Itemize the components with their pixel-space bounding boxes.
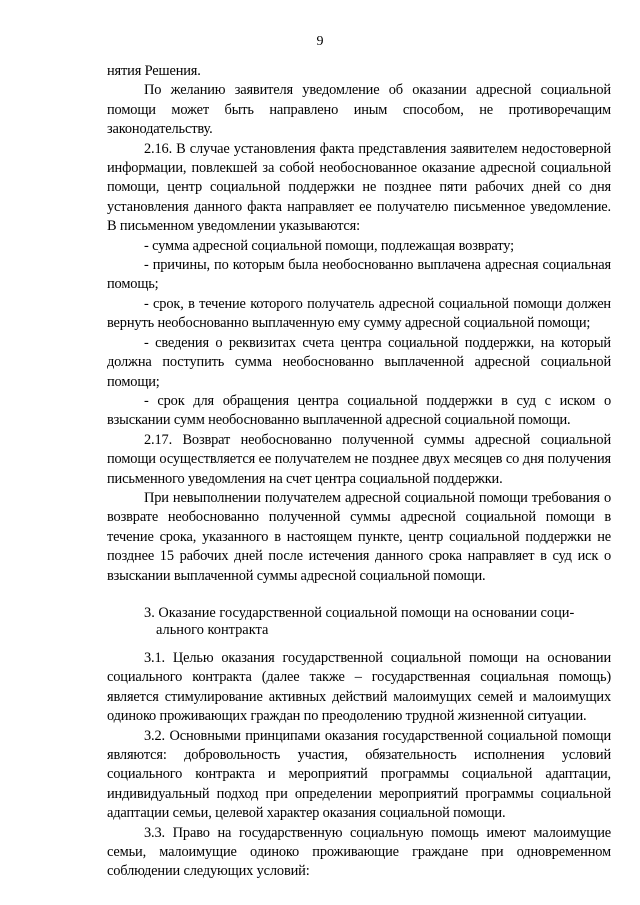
- list-item: - сумма адресной социальной помощи, подлежащая возврату;: [144, 237, 514, 254]
- paragraph: 3.1. Целью оказания государственной социальной помощи на основании социального контракта (далее также – государственная социальная помощь) является стимулирование активных действий малоимущих семей и малоимущих одиноко проживающих граждан по преодолению трудной жизненной ситуации.: [107, 649, 611, 725]
- paragraph: 2.17. Возврат необоснованно полученной суммы адресной социальной помощи осуществляется ее получателем не позднее двух месяцев со дня получения письменного уведомления на счет центра социальной поддержки.: [107, 431, 611, 487]
- section-heading: [107, 605, 611, 639]
- list-item: - срок, в течение которого получатель адресной социальной помощи должен вернуть необоснованно выплаченную ему сумму адресной социальной помощи;: [107, 295, 611, 332]
- paragraph: 3.3. Право на государственную социальную помощь имеют малоимущие семьи, малоимущие одиноко проживающие граждане при одновременном соблюдении следующих условий:: [107, 824, 611, 880]
- list-item: - сведения о реквизитах счета центра социальной поддержки, на который должна поступить сумма необоснованно выплаченной адресной социальной помощи;: [107, 334, 611, 390]
- section-heading-line: 3. Оказание государственной социальной помощи на основании соци-: [144, 604, 575, 621]
- paragraph: При невыполнении получателем адресной социальной помощи требования о возврате необоснованно полученной суммы адресной социальной помощи в течение срока, указанного в настоящем пункте, центр социальной поддержки не позднее 15 рабочих дней после истечения данного срока направляет в суд иск о взыскании выплаченной суммы адресной социальной помощи.: [107, 489, 611, 584]
- paragraph: 2.16. В случае установления факта представления заявителем недостоверной информации, повлекшей за собой необоснованное оказание адресной социальной помощи, центр социальной поддержки не позднее пяти рабочих дней со дня установления данного факта направляет ее получателю письменное уведомление. В письменном уведомлении указываются:: [107, 140, 611, 235]
- paragraph: 3.2. Основными принципами оказания государственной социальной помощи являются: добровольность участия, обязательность исполнения условий социального контракта и мероприятий программы социальной адаптации, индивидуальный подход при определении мероприятий программы социальной адаптации семьи, целевой характер оказания социальной помощи.: [107, 727, 611, 822]
- document-body: [107, 62, 611, 882]
- section-heading-line: ального контракта: [156, 621, 269, 638]
- paragraph: нятия Решения.: [107, 63, 201, 79]
- list-item: - срок для обращения центра социальной поддержки в суд с иском о взыскании сумм необоснованно выплаченной адресной социальной помощи.: [107, 392, 611, 429]
- paragraph: По желанию заявителя уведомление об оказании адресной социальной помощи может быть направлено иным способом, не противоречащим законодательству.: [107, 82, 611, 138]
- list-item: - причины, по которым была необоснованно выплачена адресная социальная помощь;: [107, 257, 611, 293]
- spacer: [107, 586, 611, 605]
- spacer: [107, 639, 611, 649]
- page-number: 9: [316, 34, 324, 49]
